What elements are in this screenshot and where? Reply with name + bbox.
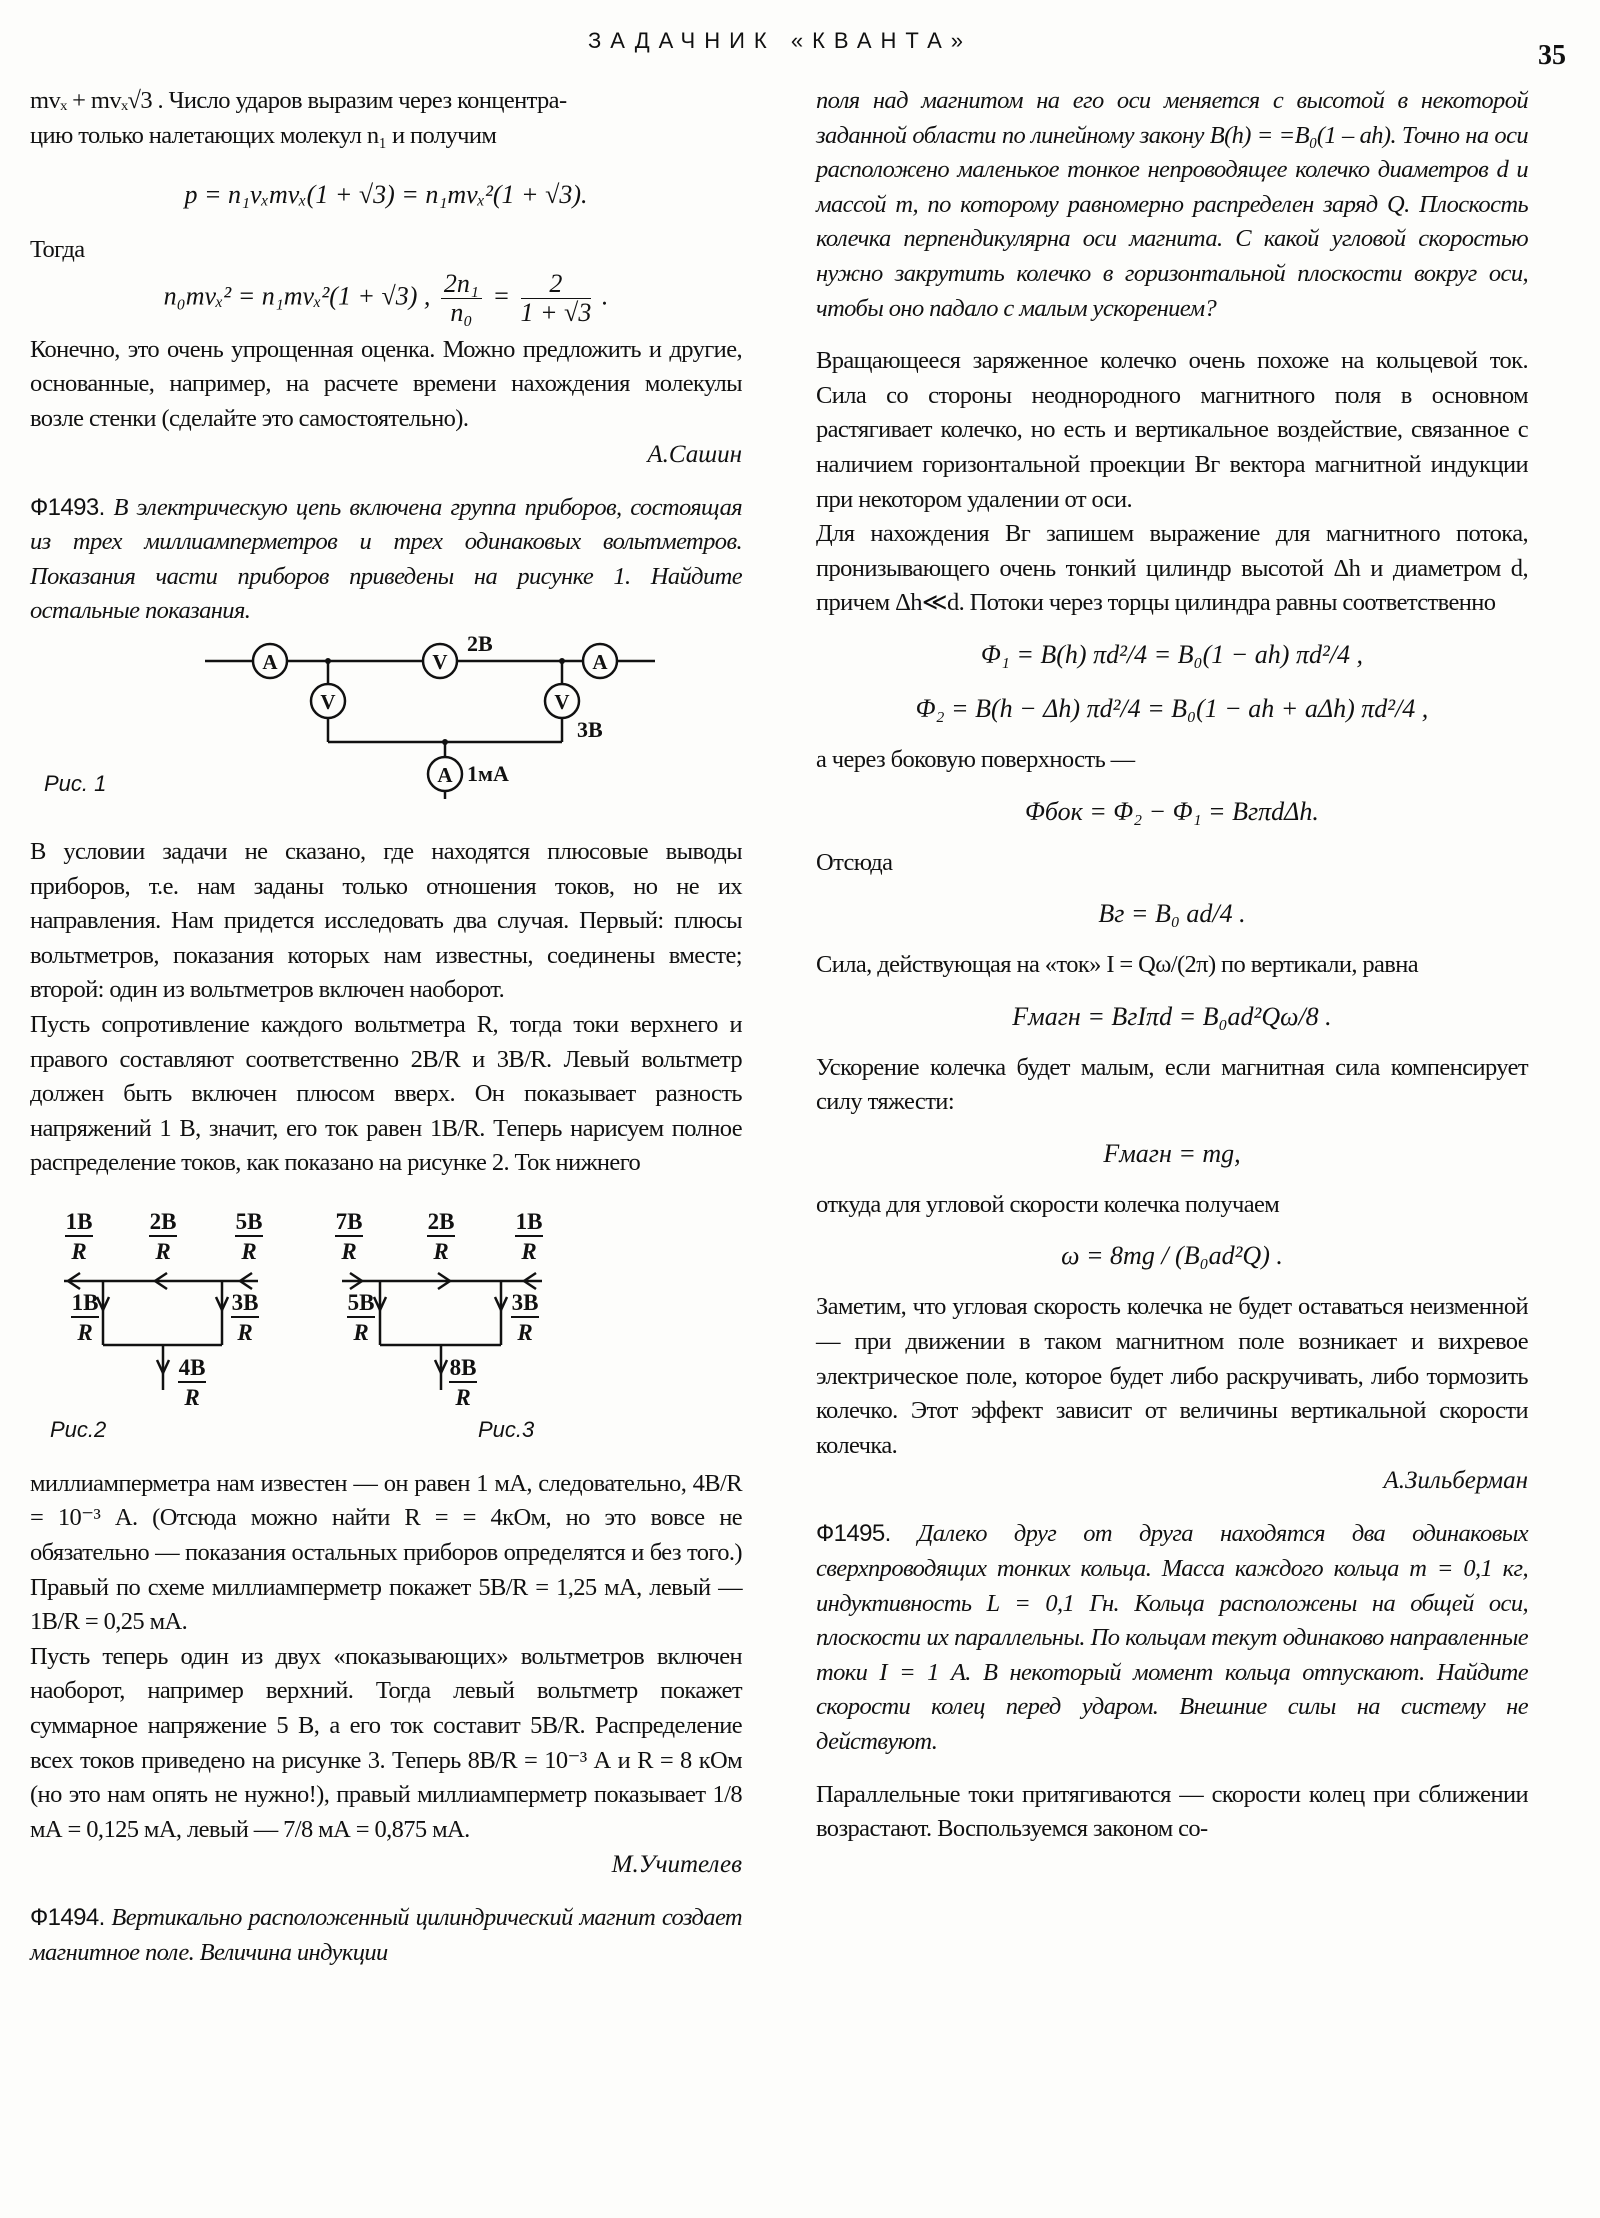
voltmeter-left-symbol: V (320, 689, 336, 714)
fig2-side-left-num: 1В (71, 1289, 99, 1315)
ammeter-bottom-symbol: A (437, 762, 453, 787)
right-voltmeter-reading: 3В (577, 716, 603, 742)
solution-paragraph-4: Пусть теперь один из двух «показывающих» вольтметров включен наоборот, например верхний. Тогда левый вольтметр покажет суммарное напряжение 5 В, а его ток составит 5В/R. Распределение всех токов приведено на рисунке 3. Теперь 8В/R = 10⁻³ А и R = 8 кОм (но это нам опять не нужно!), правый миллиамперметр показывает 1/8 мА = 0,125 мА, левый — 7/8 мА = 0,875 мА. (30, 1642, 742, 1843)
figure-1-caption: Рис. 1 (44, 770, 107, 796)
fig3-side-right-num: 3В (511, 1289, 539, 1315)
author-signature: А.Сашин (647, 440, 742, 468)
voltmeter-top-symbol: V (432, 649, 448, 674)
formula-magnetic-force: Fмагн = BгIπd = B₀ad²Qω/8 . (1012, 1001, 1332, 1031)
page-number: 35 (1538, 40, 1566, 71)
voltmeter-right-symbol: V (554, 689, 570, 714)
solution-paragraph-3: миллиамперметра нам известен — он равен 1 мА, следовательно, 4В/R = 10⁻³ А. (Отсюда можно найти R = = 4кОм, но это вовсе не обязательно — показания остальных приборов определятся и без того.) Правый по схеме миллиамперметр покажет 5В/R = 1,25 мА, левый — 1В/R = 0,25 мА. (30, 1469, 742, 1636)
solution-1494-paragraph-2: Для нахождения Bг запишем выражение для магнитного потока, пронизывающего очень тонкий цилиндр высотой Δh и диаметром d, причем Δh≪d. Потоки через торцы цилиндра равны соответственно (816, 520, 1528, 617)
left-column (30, 84, 742, 1971)
problem-id: Ф1495. (816, 1520, 891, 1548)
formula-omega: ω = 8mg / (B₀ad²Q) . (1061, 1241, 1283, 1271)
figures-2-3 (30, 1195, 742, 1445)
formula-b-horizontal: Bг = B₀ ad/4 . (1098, 899, 1246, 929)
fig3-top-right-num: 1В (515, 1208, 543, 1234)
ammeter-right-symbol: A (592, 649, 608, 674)
intro-line-2: цию только налетающих молекул n₁ и получим (30, 121, 497, 149)
force-text: Сила, действующая на «ток» I = Qω/(2π) по вертикали, равна (816, 951, 1419, 979)
problem-id: Ф1494. (30, 1904, 105, 1932)
svg-text:R: R (71, 1238, 87, 1264)
figure-1-circuit (30, 629, 742, 801)
solution-1495-start: Параллельные токи притягиваются — скорости колец при сближении возрастают. Воспользуемся законом со- (816, 1780, 1528, 1843)
svg-text:R: R (341, 1238, 357, 1264)
author-signature: А.Зильберман (1383, 1467, 1528, 1495)
bottom-ammeter-reading: 1мА (467, 760, 509, 786)
problem-1494-continuation: поля над магнитом на его оси меняется с высотой в некоторой заданной области по линейному закону B(h) = =B₀(1 – ah). Точно на оси расположено маленькое тонкое непроводящее колечко диаметров d и массой m, по которому равномерно распределен заряд Q. Плоскость колечка перпендикулярна оси магнита. С какой угловой скоростью нужно закрутить колечко в горизонтальной плоскости вокруг оси, чтобы оно падало с малым ускорением? (816, 87, 1528, 322)
solution-paragraph-1: В условии задачи не сказано, где находятся плюсовые выводы приборов, т.е. нам заданы только отношения токов, но не их направления. Нам придется исследовать два случая. Первый: плюсы вольтметров, показания которых нам известны, соединены вместе; второй: один из вольтметров включен наоборот. (30, 837, 742, 1004)
fig2-top-mid-num: 2В (149, 1208, 177, 1234)
side-surface-text: а через боковую поверхность — (816, 745, 1135, 773)
fig3-side-left-num: 5В (347, 1289, 375, 1315)
svg-text:R: R (455, 1384, 471, 1410)
fraction-n1-n0: $\frac{\text{2n₁}}{\text{n₀}}$ (441, 270, 482, 327)
omega-text: откуда для угловой скорости колечка получаем (816, 1190, 1280, 1218)
formula-flux-1: Φ₁ = B(h) πd²/4 = B₀(1 − ah) πd²/4 , (981, 639, 1363, 669)
formula-flux-2: Φ₂ = B(h − Δh) πd²/4 = B₀(1 − ah + aΔh) πd²/4 , (915, 693, 1429, 723)
svg-text:R: R (77, 1319, 93, 1345)
svg-text:R: R (433, 1238, 449, 1264)
formula-concentration: n₀mvₓ² = n₁mvₓ²(1 + √3) , $\frac{\text{2n₁}}{\text{n₀}}$ = $\frac{2}{1 + √3}$ . (163, 268, 609, 327)
running-header (0, 28, 1600, 71)
solution-paragraph-2: Пусть сопротивление каждого вольтметра R, тогда токи верхнего и правого составляют соответственно 2В/R и 3В/R. Левый вольтметр должен быть включен плюсом вверх. Он показывает разность напряжений 1 В, значит, его ток равен 1В/R. Теперь нарисуем полное распределение токов, как показано на рисунке 2. Ток нижнего (30, 1010, 742, 1177)
journal-section-title: ЗАДАЧНИК «КВАНТА» (588, 28, 973, 53)
fig3-bottom-num: 8В (449, 1354, 477, 1380)
svg-text:R: R (517, 1319, 533, 1345)
ammeter-left-symbol: A (262, 649, 278, 674)
fraction-2-over-1-plus-root3: $\frac{2}{1 + √3}$ (520, 268, 592, 327)
fig2-side-right-num: 3В (231, 1289, 259, 1315)
author-signature: М.Учителев (611, 1851, 742, 1879)
current-distribution-diagrams (30, 1195, 742, 1445)
problem-1495-statement: Ф1495. Далеко друг от друга находятся два одинаковых сверхпроводящих тонких кольца. Масса каждого кольца m = 0,1 кг, индуктивность L = 0,1 Гн. Кольца расположены на общей оси, плоскости их параллельны. По кольцам текут одинаково направленные токи I = 1 А. В некоторый момент кольца отпускают. Найдите скорости колец перед ударом. Внешние силы на систему не действуют. (816, 1520, 1529, 1755)
fig3-top-left-num: 7В (335, 1208, 363, 1234)
svg-text:R: R (155, 1238, 171, 1264)
right-column (816, 84, 1528, 1847)
acceleration-text: Ускорение колечка будет малым, если магнитная сила компенсирует силу тяжести: (816, 1053, 1528, 1116)
note-paragraph: Заметим, что угловая скорость колечка не будет оставаться неизменной — при движении в таком магнитном поле возникает и вихревое электрическое поле, которое будет либо раскручивать, либо тормозить колечко. Этот эффект зависит от величины вертикальной скорости колечка. (816, 1293, 1528, 1459)
svg-text:R: R (184, 1384, 200, 1410)
svg-text:R: R (241, 1238, 257, 1264)
formula-force-balance: Fмагн = mg, (1103, 1138, 1241, 1168)
svg-text:R: R (521, 1238, 537, 1264)
conclusion-paragraph: Конечно, это очень упрощенная оценка. Можно предложить и другие, основанные, например, на расчете времени нахождения молекулы возле стенки (сделайте это самостоятельно). (30, 335, 742, 432)
solution-1494-paragraph-1: Вращающееся заряженное колечко очень похоже на кольцевой ток. Сила со стороны неоднородного магнитного поля в основном растягивает колечко, но есть и вертикальное воздействие, связанное с наличием горизонтальной проекции Bг вектора магнитной индукции при некотором удалении от оси. (816, 347, 1528, 513)
formula-pressure: p = n₁vₓmvₓ(1 + √3) = n₁mvₓ²(1 + √3). (184, 180, 588, 210)
intro-line-1: mvₓ + mvₓ√3 . Число ударов выразим через концентра- (30, 87, 567, 114)
fig2-top-left-num: 1В (65, 1208, 93, 1234)
then-label: Тогда (30, 236, 85, 264)
problem-1493-statement: Ф1493. В электрическую цепь включена группа приборов, состоящая из трех миллиамперметров и трех одинаковых вольтметров. Показания части приборов приведены на рисунке 1. Найдите остальные показания. (30, 493, 743, 625)
svg-text:R: R (237, 1319, 253, 1345)
fig2-top-right-num: 5В (235, 1208, 263, 1234)
top-voltmeter-reading: 2В (467, 630, 493, 656)
svg-text:R: R (353, 1319, 369, 1345)
formula-flux-side: Φбок = Φ₂ − Φ₁ = BгπdΔh. (1025, 796, 1319, 826)
problem-id: Ф1493. (30, 493, 105, 521)
figure-2-caption: Рис.2 (50, 1416, 107, 1442)
fig3-top-mid-num: 2В (427, 1208, 455, 1234)
hence-label: Отсюда (816, 848, 893, 876)
figure-3-caption: Рис.3 (478, 1416, 535, 1442)
fig2-bottom-num: 4В (178, 1354, 206, 1380)
circuit-diagram (30, 629, 742, 801)
problem-1494-statement: Ф1494. Вертикально расположенный цилиндрический магнит создает магнитное поле. Величина индукции (30, 1904, 742, 1966)
